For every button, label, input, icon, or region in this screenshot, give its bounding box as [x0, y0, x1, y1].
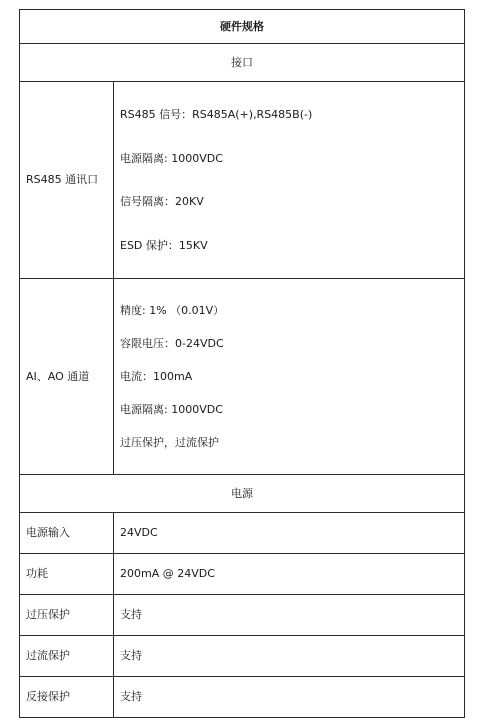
rs485-spec-esd: ESD 保护：15KV [120, 238, 208, 252]
ai-ao-spec-accuracy: 精度: 1% （0.01V） [120, 303, 225, 317]
row-label: 过流保护 [20, 636, 114, 677]
row-value: 支持 [114, 677, 465, 718]
row-label: 过压保护 [20, 595, 114, 636]
table-row [20, 554, 465, 595]
ai-ao-spec-current: 电流：100mA [120, 369, 193, 383]
table-row [20, 513, 465, 554]
ai-ao-spec-protection: 过压保护，过流保护 [120, 436, 219, 450]
section-row-interface [20, 44, 465, 82]
table-row [20, 595, 465, 636]
section-row-power [20, 475, 465, 513]
ai-ao-label: AI、AO 通道 [20, 279, 114, 475]
table-title: 硬件规格 [20, 10, 465, 44]
hardware-spec-table [19, 9, 465, 718]
row-label: 反接保护 [20, 677, 114, 718]
row-value: 支持 [114, 636, 465, 677]
rs485-label: RS485 通讯口 [20, 82, 114, 279]
ai-ao-specs [114, 279, 465, 475]
title-row [20, 10, 465, 44]
table-row-rs485 [20, 82, 465, 279]
section-header-power: 电源 [20, 475, 465, 513]
table-row [20, 636, 465, 677]
row-label: 功耗 [20, 554, 114, 595]
section-header-interface: 接口 [20, 44, 465, 82]
ai-ao-spec-voltage: 容限电压：0-24VDC [120, 336, 224, 350]
rs485-spec-signal-isolation: 信号隔离：20KV [120, 195, 204, 209]
row-label: 电源输入 [20, 513, 114, 554]
rs485-spec-signal: RS485 信号：RS485A(+),RS485B(-) [120, 108, 313, 121]
row-value: 支持 [114, 595, 465, 636]
row-value: 24VDC [114, 513, 465, 554]
row-value: 200mA @ 24VDC [114, 554, 465, 595]
table-row [20, 677, 465, 718]
table-row-ai-ao [20, 279, 465, 475]
ai-ao-spec-power-isolation: 电源隔离: 1000VDC [120, 403, 223, 417]
rs485-specs [114, 82, 465, 279]
rs485-spec-power-isolation: 电源隔离: 1000VDC [120, 151, 223, 165]
